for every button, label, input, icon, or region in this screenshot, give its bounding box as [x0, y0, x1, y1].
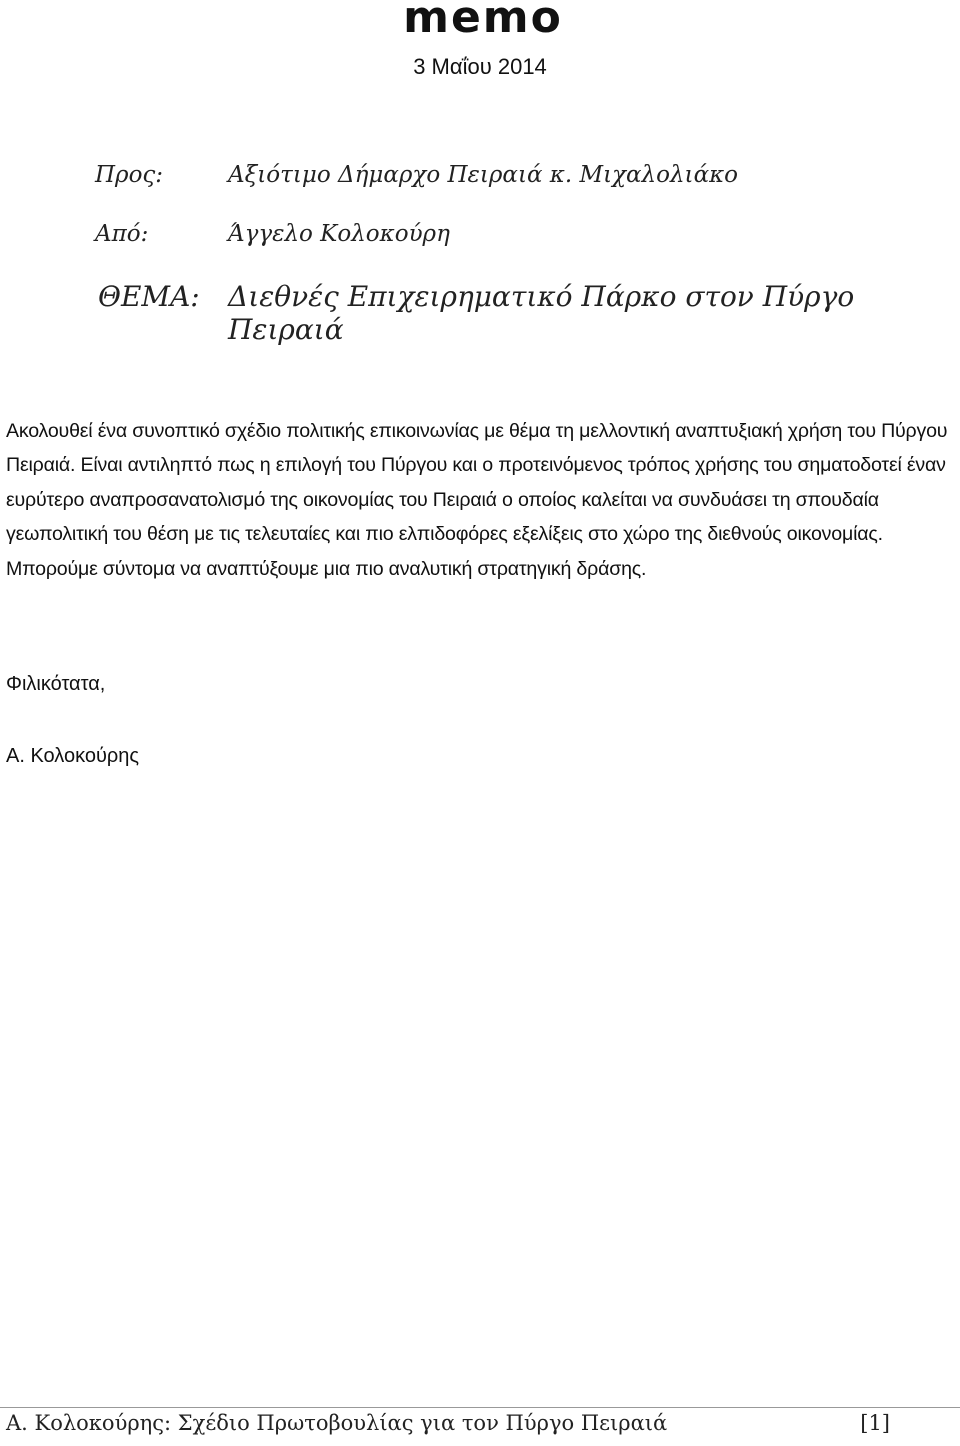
to-value: Αξιότιμο Δήμαρχο Πειραιά κ. Μιχαλολιάκο [228, 162, 739, 188]
subject-value: Διεθνές Επιχειρηματικό Πάρκο στον Πύργο Πειραιά [228, 280, 855, 346]
memo-logo: memo [403, 0, 563, 43]
footer-text: Α. Κολοκούρης: Σχέδιο Πρωτοβουλίας για τον Πύργο Πειραιά [6, 1411, 668, 1435]
memo-date: 3 Μαΐου 2014 [413, 54, 547, 79]
from-value: Άγγελο Κολοκούρη [228, 221, 450, 247]
page-number: [1] [860, 1411, 890, 1435]
footer-divider [0, 1407, 960, 1408]
from-label: Από: [95, 221, 149, 247]
body-paragraph: Ακολουθεί ένα συνοπτικό σχέδιο πολιτικής επικοινωνίας με θέμα τη μελλοντική αναπτυξιακή χρήση του Πύργου Πειραιά. Είναι αντιληπτό πως η επιλογή του Πύργου και ο προτεινόμενος τρόπος χρήσης του σηματοδοτεί έναν ευρύτερο αναπροσανατολισμό της οικονομίας του Πειραιά ο οποίος καλείται να συνδυάσει τη σπουδαία γεωπολιτική του θέση με τις τελευταίες και πιο ελπιδοφόρες εξελίξεις στο χώρο της διεθνούς οικονομίας. Μπορούμε σύντομα να αναπτύξουμε μια πιο αναλυτική στρατηγική δράσης. [6, 420, 948, 580]
closing-line: Φιλικότατα, [6, 673, 106, 695]
subject-label: ΘΕΜΑ: [98, 280, 200, 313]
to-label: Προς: [95, 162, 164, 188]
signature: Α. Κολοκούρης [6, 745, 140, 767]
